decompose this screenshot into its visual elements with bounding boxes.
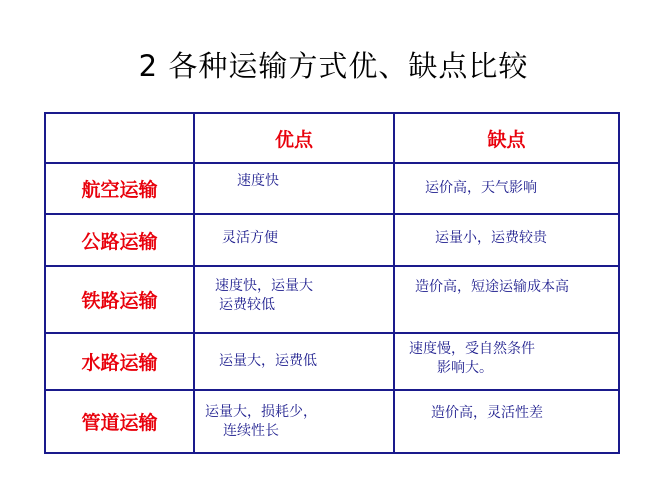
disadvantages-text: 速度慢，受自然条件	[409, 340, 535, 357]
table-row	[45, 390, 619, 453]
disadvantages-text: 影响大。	[437, 359, 493, 376]
disadvantages-cell	[394, 390, 619, 453]
advantages-text: 灵活方便	[222, 229, 278, 246]
table-row	[45, 333, 619, 390]
disadvantages-text: 造价高，灵活性差	[431, 405, 543, 421]
header-empty-cell	[45, 113, 194, 163]
disadvantages-text: 造价高，短途运输成本高	[415, 278, 569, 295]
advantages-cell	[194, 266, 394, 333]
advantages-text: 速度快，运量大	[215, 277, 313, 294]
advantages-text: 运量大，损耗少，	[205, 403, 317, 420]
disadvantages-cell	[394, 163, 619, 214]
advantages-cell	[194, 214, 394, 266]
table-row	[45, 266, 619, 333]
disadvantages-text: 运量小，运费较贵	[435, 229, 547, 246]
advantages-text: 速度快	[237, 173, 279, 189]
table-row	[45, 214, 619, 266]
mode-pipeline: 管道运输	[45, 390, 194, 453]
disadvantages-cell	[394, 266, 619, 333]
mode-road: 公路运输	[45, 214, 194, 266]
mode-water: 水路运输	[45, 333, 194, 390]
advantages-text: 连续性长	[223, 422, 279, 439]
advantages-text: 运量大，运费低	[219, 353, 317, 369]
disadvantages-text: 运价高，天气影响	[425, 180, 537, 196]
advantages-cell	[194, 333, 394, 390]
slide-title: 2 各种运输方式优、缺点比较	[138, 49, 529, 83]
advantages-cell	[194, 163, 394, 214]
disadvantages-cell	[394, 333, 619, 390]
comparison-table	[44, 112, 620, 454]
mode-rail: 铁路运输	[45, 266, 194, 333]
table-row	[45, 163, 619, 214]
mode-air: 航空运输	[45, 163, 194, 214]
table-header-row	[45, 113, 619, 163]
header-advantages: 优点	[194, 113, 394, 163]
disadvantages-cell	[394, 214, 619, 266]
header-disadvantages: 缺点	[394, 113, 619, 163]
advantages-cell	[194, 390, 394, 453]
advantages-text: 运费较低	[219, 296, 275, 313]
